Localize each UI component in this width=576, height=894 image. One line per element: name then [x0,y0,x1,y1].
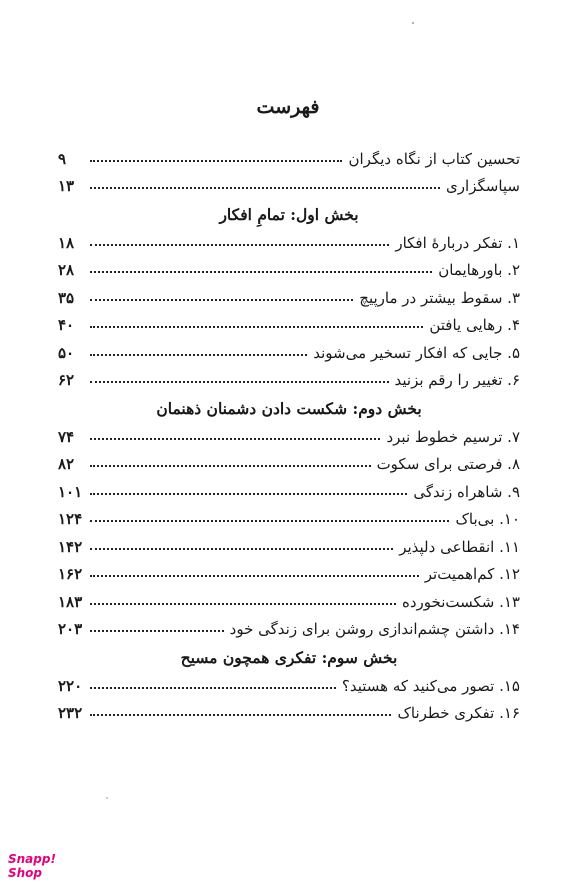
toc-entry-label: سپاسگزاری [446,177,520,195]
toc-entry-label: ۶. تغییر را رقم بزنید [394,371,520,389]
toc-entry-label: ۷. ترسیم خطوط نبرد [386,427,520,446]
toc-page-number: ۲۲۰ [58,676,83,695]
toc-entry-label: ۸. فرصتی برای سکوت [376,455,520,473]
toc-entry [58,667,520,695]
toc-entry [58,446,520,474]
dot-leader [90,520,449,522]
snapp-shop-logo [8,852,68,882]
toc-entry-label: ۱۴. داشتن چشم‌اندازی روشن برای زندگی خود [229,620,520,638]
toc-entry [58,501,520,529]
dot-leader [90,548,393,550]
toc-page-number: ۶۲ [58,371,75,389]
dot-leader [90,326,423,328]
toc-entry-label: ۱. تفکر دربارهٔ افکار [395,233,520,252]
toc-page-number: ۹ [58,149,67,168]
toc-page-number: ۱۶۲ [58,565,83,583]
dot-leader [90,271,432,273]
section-heading: بخش اول: تمامِ افکار [219,205,359,224]
toc-entry-label: ۵. جایی که افکار تسخیر می‌شوند [313,343,520,362]
toc-entry [58,279,520,307]
toc-entry [58,362,520,390]
toc-page-number: ۳۵ [58,288,75,307]
toc-entry-label: تحسین کتاب از نگاه دیگران [348,149,520,168]
section-heading: بخش سوم: تفکری همچون مسیح [180,648,398,667]
toc-entry-label: ۱۵. تصور می‌کنید که هستید؟ [341,676,520,695]
toc-page-number: ۱۸ [58,233,75,252]
dot-leader [90,714,391,716]
toc-entry-label: ۳. سقوط بیشتر در مارپیچ [359,288,520,307]
dot-leader [90,354,307,356]
toc-page-number: ۱۴۲ [58,537,83,556]
page-title: فهرست [256,96,320,118]
toc-entry [58,252,520,280]
toc-entry [58,168,520,196]
toc-page-number: ۱۲۴ [58,510,83,528]
toc-page-number: ۲۳۲ [58,704,83,722]
toc-entry [58,307,520,335]
table-of-contents [58,140,520,722]
section-heading: بخش دوم: شکست دادن دشمنان ذهنمان [156,399,422,418]
toc-page-number: ۲۸ [58,261,75,279]
snapp-shop-logo-image [8,852,68,882]
toc-entry [58,418,520,446]
toc-entry-label: ۲. باورهایمان [438,261,520,279]
toc-page-number: ۱۰۱ [58,482,83,501]
toc-entry [58,473,520,501]
toc-entry [58,224,520,252]
toc-page-number: ۱۸۳ [58,592,83,611]
svg-text:Snapp!: Snapp! [8,852,56,866]
toc-entry [58,611,520,639]
toc-entry-label: ۱۱. انقطاعی دلپذیر [399,537,520,556]
dot-leader [90,493,407,495]
dot-leader [90,381,389,383]
dot-leader [90,687,336,689]
toc-page-number: ۸۲ [58,455,75,473]
toc-page-number: ۷۴ [58,427,75,446]
toc-entry-label: ۱۲. کم‌اهمیت‌تر [424,565,520,583]
dot-leader [90,299,353,301]
svg-text:Shop: Shop [8,866,43,880]
speck [412,22,414,24]
toc-entry [58,556,520,584]
toc-entry [58,695,520,723]
toc-page-number: ۴۰ [58,316,75,334]
dot-leader [90,187,440,189]
toc-page-number: ۲۰۳ [58,620,83,638]
toc-entry-label: ۱۶. تفکری خطرناک [397,704,520,722]
dot-leader [90,438,380,440]
toc-page-number: ۵۰ [58,343,75,362]
toc-entry [58,140,520,168]
speck [106,797,108,799]
dot-leader [90,244,389,246]
toc-entry-label: ۱۳. شکست‌نخورده [401,592,520,611]
toc-entry-label: ۱۰. بی‌باک [455,510,520,528]
toc-entry [58,583,520,611]
toc-page-number: ۱۳ [58,177,75,195]
dot-leader [90,160,342,162]
toc-entry [58,528,520,556]
dot-leader [90,603,396,605]
toc-entry-label: ۴. رهایی یافتن [429,316,520,334]
dot-leader [90,630,224,632]
dot-leader [90,575,419,577]
toc-entry-label: ۹. شاهراه زندگی [413,482,520,501]
dot-leader [90,465,371,467]
toc-entry [58,334,520,362]
